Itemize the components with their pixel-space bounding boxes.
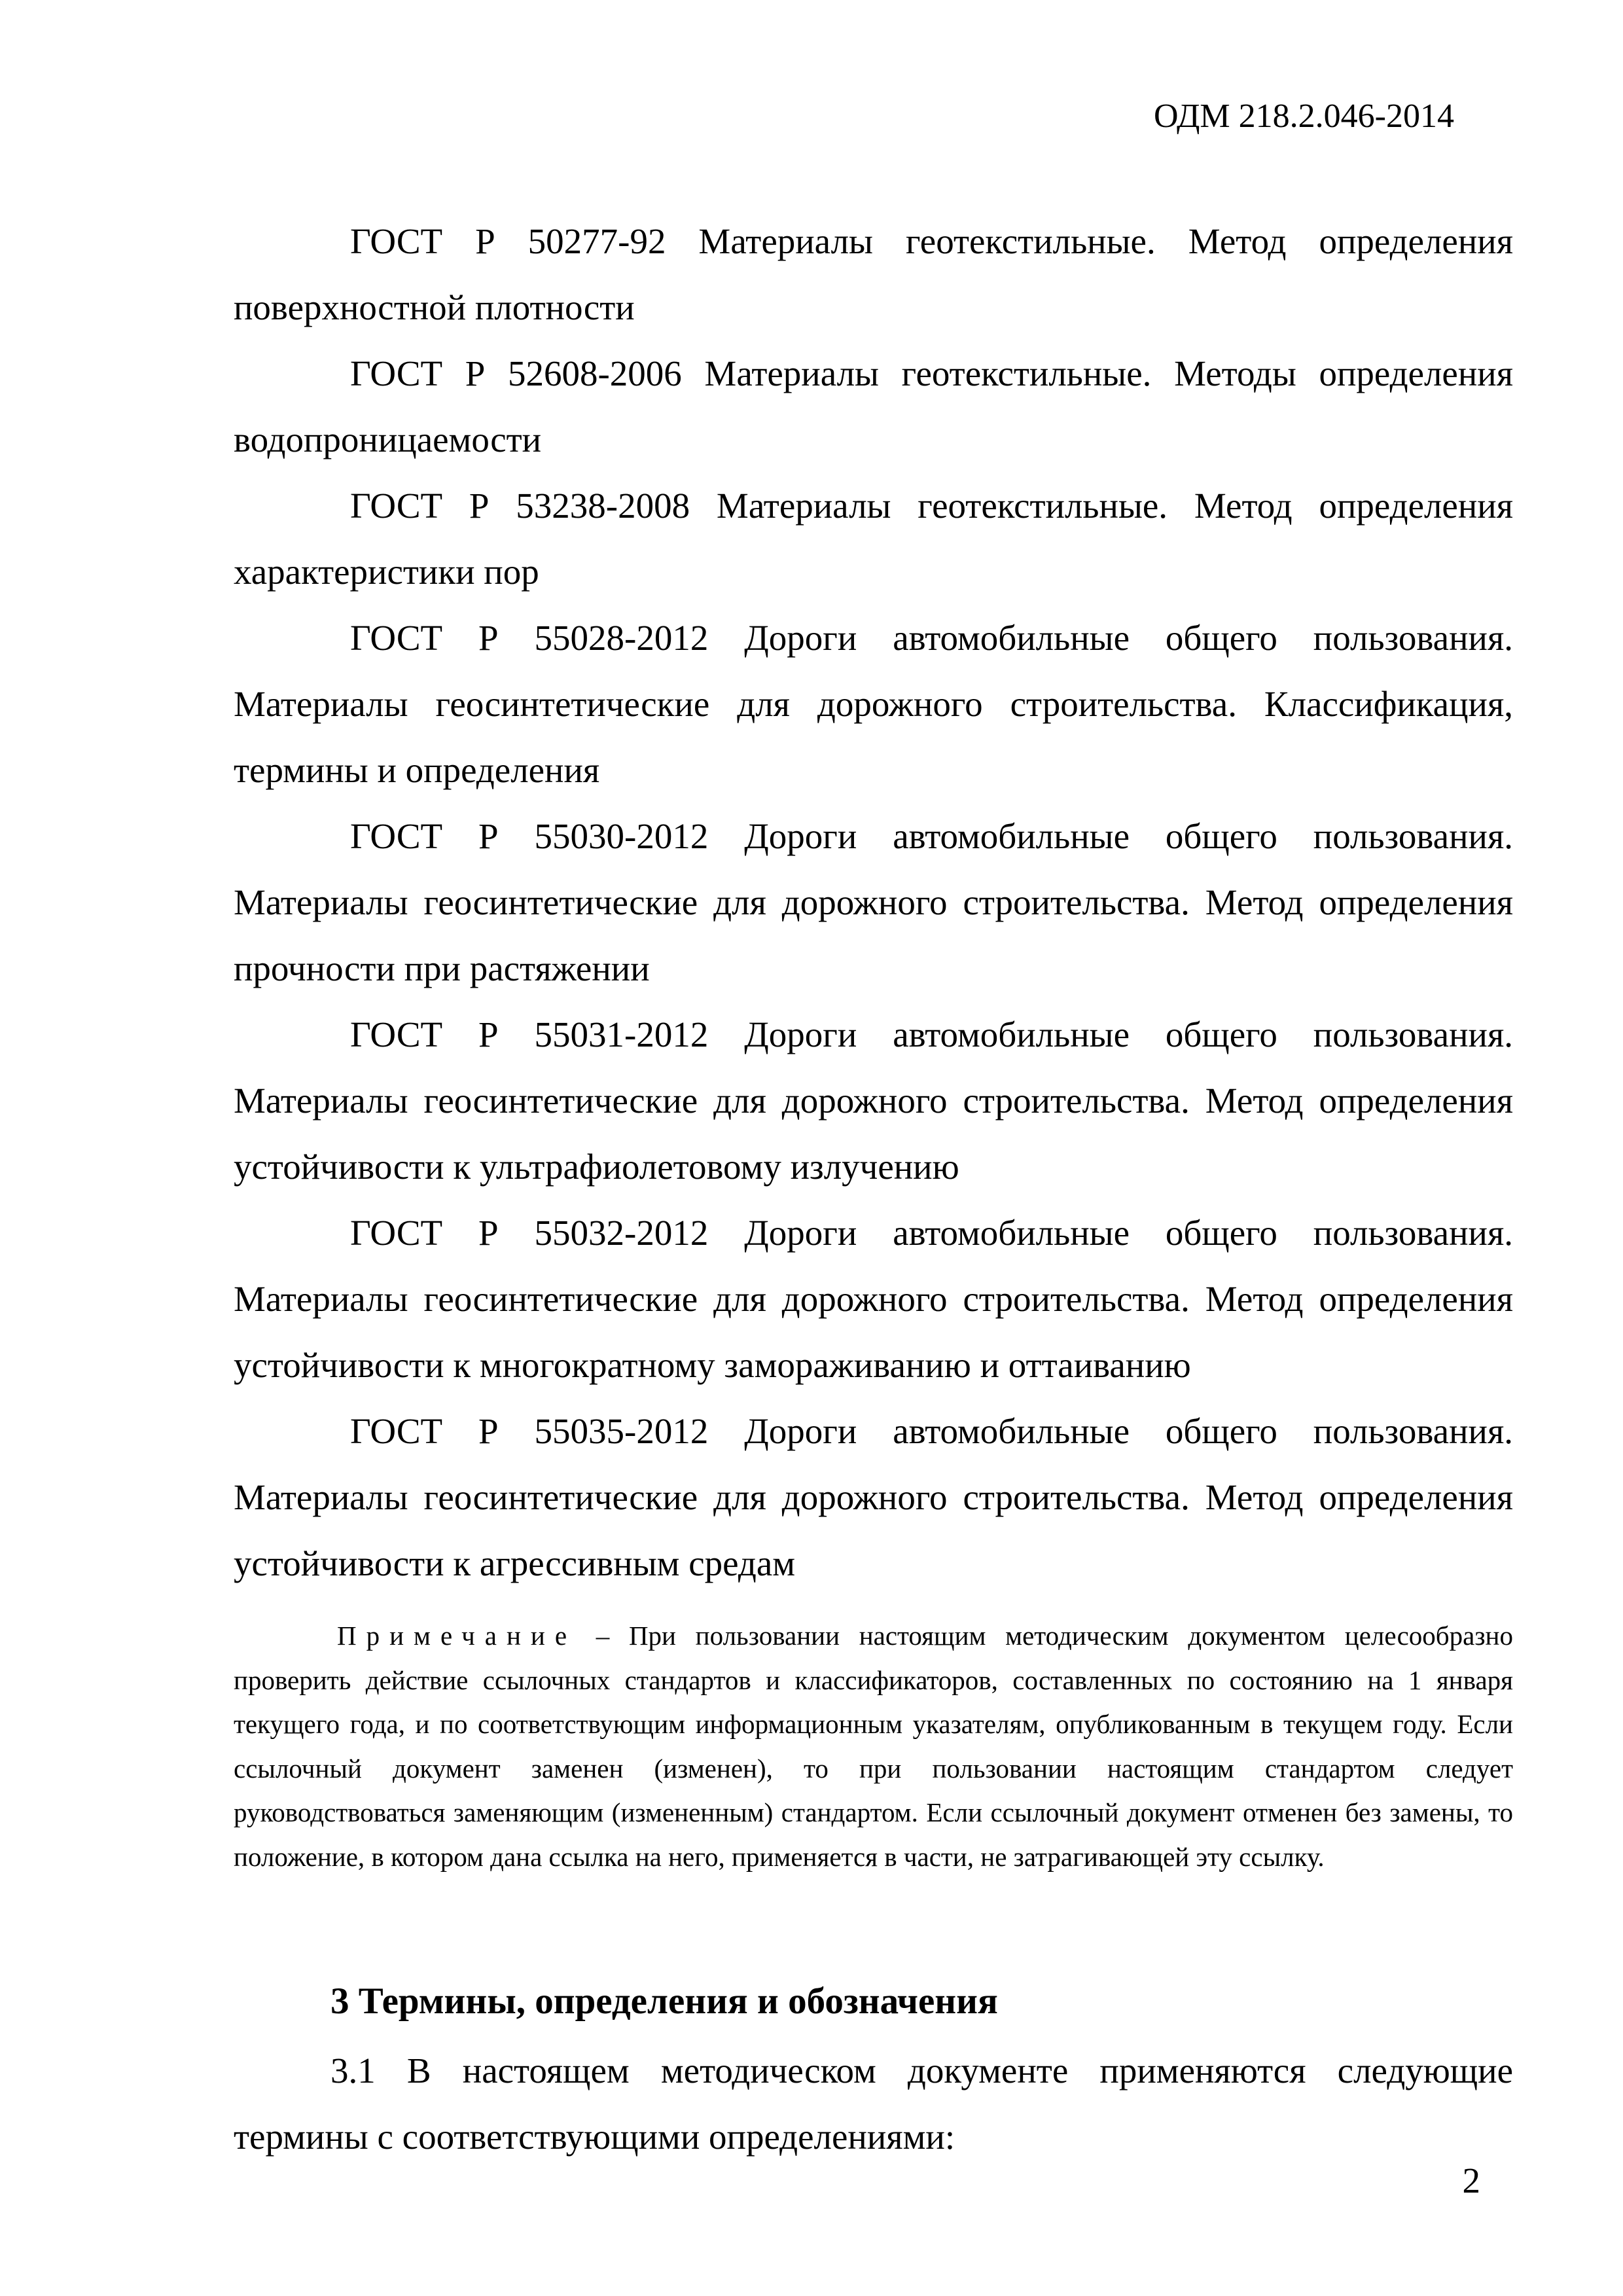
reference-item: ГОСТ Р 55028-2012 Дороги автомобильные общего пользования. Материалы геосинтетические для дорожного строительства. Классификация, термины и определения [234, 618, 1513, 790]
note-text: – При пользовании настоящим методическим документом целесообразно проверить действие ссылочных стандартов и классификаторов, составленных по состоянию на 1 января текущего года, и по соответствующим информационным указателям, опубликованным в текущем году. Если ссылочный документ заменен (изменен), то при пользовании настоящим стандартом следует руководствоваться заменяющим (измененным) стандартом. Если ссылочный документ отменен без замены, то положение, в котором дана ссылка на него, применяется в части, не затрагивающей эту ссылку. [234, 1621, 1513, 1872]
reference-item: ГОСТ Р 55032-2012 Дороги автомобильные общего пользования. Материалы геосинтетические для дорожного строительства. Метод определения устойчивости к многократному замораживанию и оттаиванию [234, 1213, 1513, 1385]
note-paragraph [234, 1614, 1513, 1879]
normative-references-list [234, 208, 1513, 1596]
reference-item: ГОСТ Р 55030-2012 Дороги автомобильные общего пользования. Материалы геосинтетические для дорожного строительства. Метод определения прочности при растяжении [234, 816, 1513, 988]
section-heading: 3 Термины, определения и обозначения [330, 1981, 998, 2022]
reference-item: ГОСТ Р 55031-2012 Дороги автомобильные общего пользования. Материалы геосинтетические для дорожного строительства. Метод определения устойчивости к ультрафиолетовому излучению [234, 1014, 1513, 1187]
reference-item: ГОСТ Р 55035-2012 Дороги автомобильные общего пользования. Материалы геосинтетические для дорожного строительства. Метод определения устойчивости к агрессивным средам [234, 1411, 1513, 1583]
reference-item: ГОСТ Р 53238-2008 Материалы геотекстильные. Метод определения характеристики пор [234, 486, 1513, 592]
section-intro-paragraph: 3.1 В настоящем методическом документе применяются следующие термины с соответствующими определениями: [234, 2051, 1513, 2157]
note-label: Примечание [337, 1621, 577, 1651]
reference-item: ГОСТ Р 52608-2006 Материалы геотекстильные. Методы определения водопроницаемости [234, 353, 1513, 459]
document-code: ОДМ 218.2.046-2014 [1154, 98, 1454, 135]
reference-item: ГОСТ Р 50277-92 Материалы геотекстильные. Метод определения поверхностной плотности [234, 221, 1513, 327]
page-number: 2 [1462, 2161, 1480, 2200]
